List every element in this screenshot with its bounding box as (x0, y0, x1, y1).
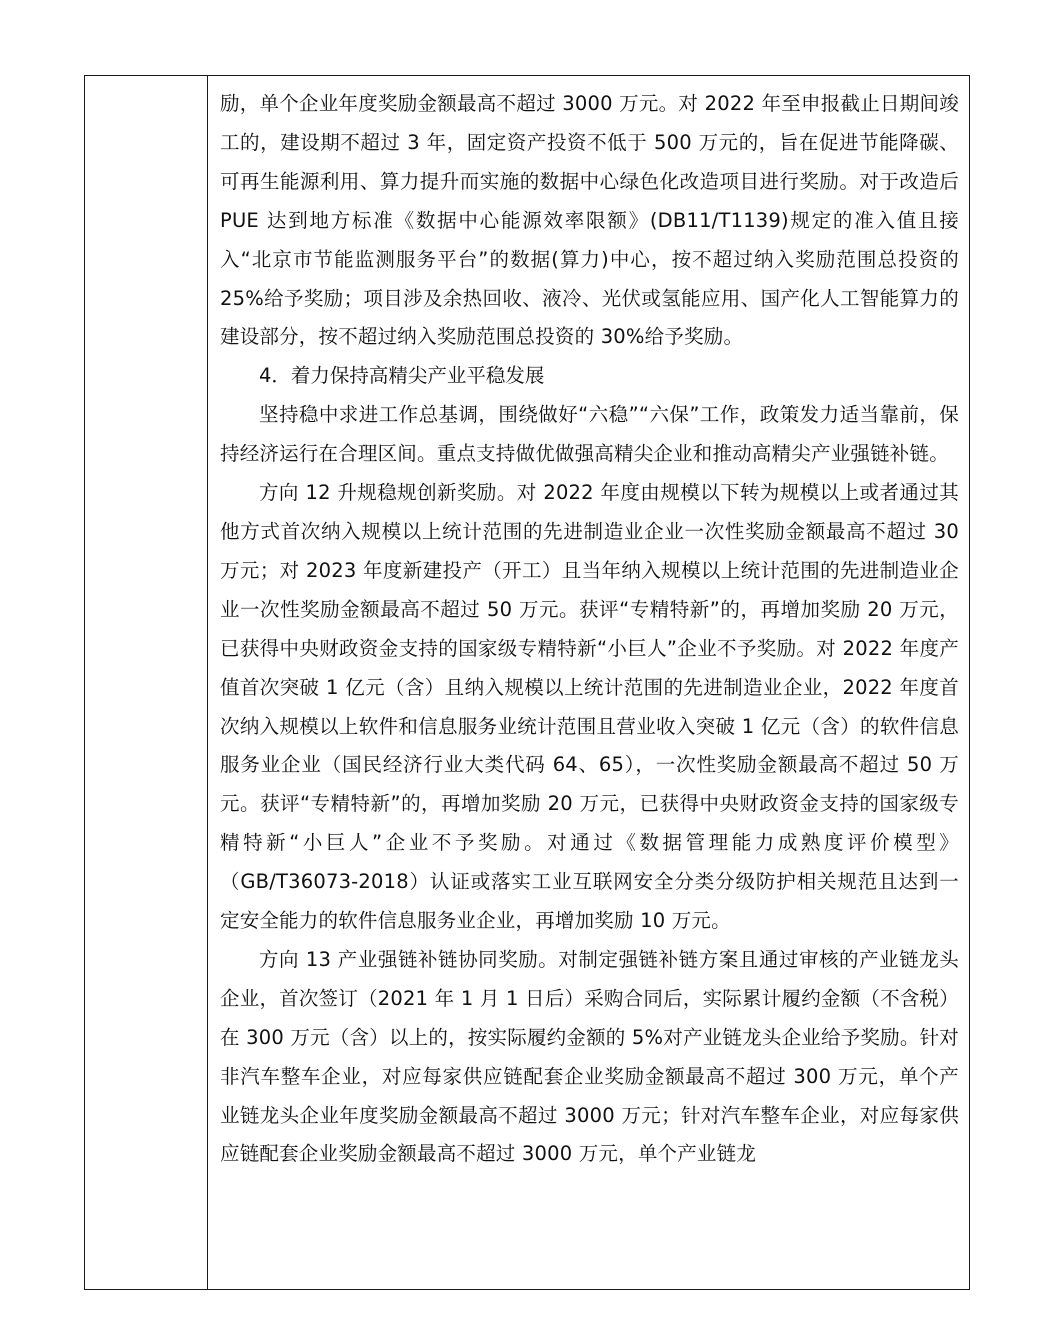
section-heading-4: 4．着力保持高精尖产业平稳发展 (259, 364, 545, 388)
paragraph-direction-12: 方向 12 升规稳规创新奖励。对 2022 年度由规模以下转为规模以上或者通过其他方式首次纳入规模以上统计范围的先进制造业企业一次性奖励金额最高不超过 30 万元；对 2023 年度新建投产（开工）且当年纳入规模以上统计范围的先进制造业企业一次性奖励金额最高不超过 50 万元。获评“专精特新”的，再增加奖励 20 万元，已获得中央财政资金支持的国家级专精特新“小巨人”企业不予奖励。对 2022 年度产值首次突破 1 亿元（含）且纳入规模以上统计范围的先进制造业企业，2022 年度首次纳入规模以上软件和信息服务业统计范围且营业收入突破 1 亿元（含）的软件信息服务业企业（国民经济行业大类代码 64、65），一次性奖励金额最高不超过 50 万元。获评“专精特新”的，再增加奖励 20 万元，已获得中央财政资金支持的国家级专精特新“小巨人”企业不予奖励。对通过《数据管理能力成熟度评价模型》（GB/T36073-2018）认证或落实工业互联网安全分类分级防护相关规范且达到一定安全能力的软件信息服务业企业，再增加奖励 10 万元。 (220, 481, 959, 933)
paragraph-stability-policy: 坚持稳中求进工作总基调，围绕做好“六稳”“六保”工作，政策发力适当靠前，保持经济运行在合理区间。重点支持做优做强高精尖企业和推动高精尖产业强链补链。 (220, 403, 959, 466)
table-left-cell (85, 76, 208, 1289)
paragraph-direction-13: 方向 13 产业强链补链协同奖励。对制定强链补链方案且通过审核的产业链龙头企业，首次签订（2021 年 1 月 1 日后）采购合同后，实际累计履约金额（不含税）在 300 万元（含）以上的，按实际履约金额的 5%对产业链龙头企业给予奖励。针对非汽车整车企业，对应每家供应链配套企业奖励金额最高不超过 300 万元，单个产业链龙头企业年度奖励金额最高不超过 3000 万元；针对汽车整车企业，对应每家供应链配套企业奖励金额最高不超过 3000 万元，单个产业链龙 (220, 947, 959, 1166)
table-content-cell (208, 76, 969, 1289)
document-table (84, 75, 970, 1290)
paragraph-data-center-reward: 励，单个企业年度奖励金额最高不超过 3000 万元。对 2022 年至申报截止日期间竣工的，建设期不超过 3 年，固定资产投资不低于 500 万元的，旨在促进节能降碳、可再生能源利用、算力提升而实施的数据中心绿色化改造项目进行奖励。对于改造后 PUE 达到地方标准《数据中心能源效率限额》(DB11/T1139)规定的准入值且接入“北京市节能监测服务平台”的数据(算力)中心，按不超过纳入奖励范围总投资的 25%给予奖励；项目涉及余热回收、液冷、光伏或氢能应用、国产化人工智能算力的建设部分，按不超过纳入奖励范围总投资的 30%给予奖励。 (220, 92, 959, 349)
